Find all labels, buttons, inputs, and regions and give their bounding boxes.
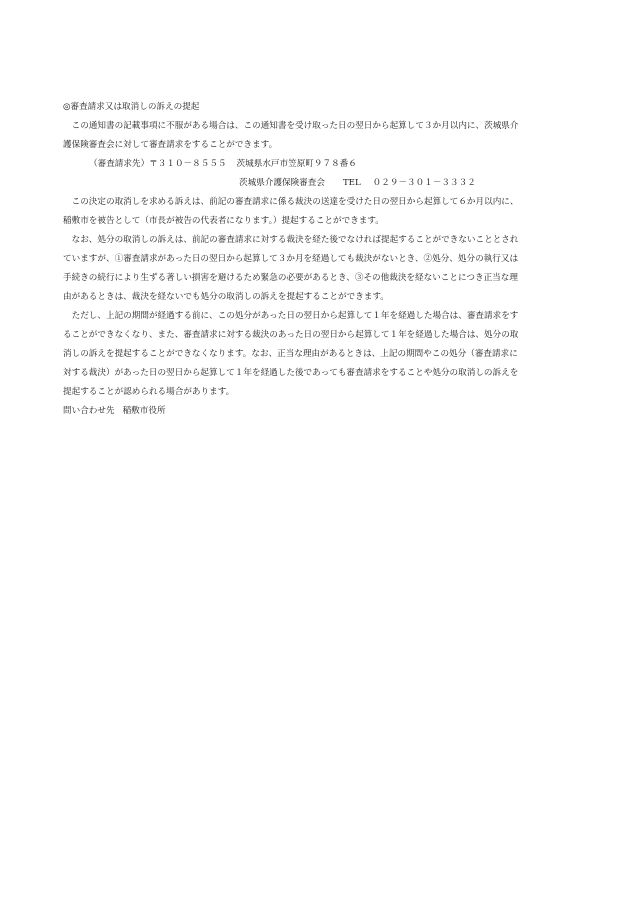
text-line: なお、処分の取消しの訴えは、前記の審査請求に対する裁決を経た後でなければ提起することができないこととされ bbox=[71, 235, 519, 245]
paragraph-lawsuit bbox=[63, 193, 573, 231]
section-heading: ◎審査請求又は取消しの訴えの提起 bbox=[63, 102, 200, 112]
contact-address: 茨城県水戸市笠原町９７８番６ bbox=[236, 159, 357, 169]
text-line: 手続きの続行により生ずる著しい損害を避けるため緊急の必要があるとき、③その他裁決を経ないことにつき正当な理 bbox=[63, 273, 518, 283]
contact-organization: 茨城県介護保険審査会 bbox=[239, 178, 325, 188]
text-line: この通知書の記載事項に不服がある場合は、この通知書を受け取った日の翌日から起算して３か月以内に、茨城県介 bbox=[71, 121, 519, 131]
paragraph-time-limits bbox=[63, 307, 573, 402]
notice-document bbox=[63, 98, 573, 421]
text-line: 対する裁決）があった日の翌日から起算して１年を経過した後であっても審査請求をすることや処分の取消しの訴えを bbox=[63, 368, 519, 378]
text-line: 護保険審査会に対して審査請求をすることができます。 bbox=[63, 140, 278, 150]
text-line: ることができなくなり、また、審査請求に対する裁決のあった日の翌日から起算して１年を経過した場合は、処分の取 bbox=[63, 330, 519, 340]
tel-number: ０２９－３０１－３３３２ bbox=[372, 178, 476, 188]
text-line: この決定の取消しを求める訴えは、前記の審査請求に係る裁決の送達を受けた日の翌日から起算して６か月以内に、 bbox=[71, 197, 519, 207]
inquiry-label: 問い合わせ先 bbox=[63, 406, 115, 416]
paragraph-appeal-rights bbox=[63, 117, 573, 155]
contact-org-line bbox=[63, 174, 573, 193]
text-line: 消しの訴えを提起することができなくなります。なお、正当な理由があるときは、上記の期間やこの処分（審査請求に bbox=[63, 349, 518, 359]
contact-label: （審査請求先） bbox=[89, 159, 150, 169]
postal-code: 〒３１０－８５５５ bbox=[149, 159, 227, 169]
inquiry-line bbox=[63, 402, 573, 421]
inquiry-office: 稲敷市役所 bbox=[122, 406, 166, 416]
paragraph-exceptions bbox=[63, 231, 573, 307]
tel-label: TEL bbox=[342, 178, 361, 188]
text-line: ただし、上記の期間が経過する前に、この処分があった日の翌日から起算して１年を経過した場合は、審査請求をす bbox=[71, 311, 519, 321]
text-line: 提起することが認められる場合があります。 bbox=[63, 387, 235, 397]
contact-address-line bbox=[63, 155, 573, 174]
text-line: 由があるときは、裁決を経ないでも処分の取消しの訴えを提起することができます。 bbox=[63, 292, 389, 302]
text-line: ていますが、①審査請求があった日の翌日から起算して３か月を経過しても裁決がないとき、②処分、処分の執行又は bbox=[63, 254, 519, 264]
text-line: 稲敷市を被告として（市長が被告の代表者になります。）提起することができます。 bbox=[63, 216, 384, 226]
